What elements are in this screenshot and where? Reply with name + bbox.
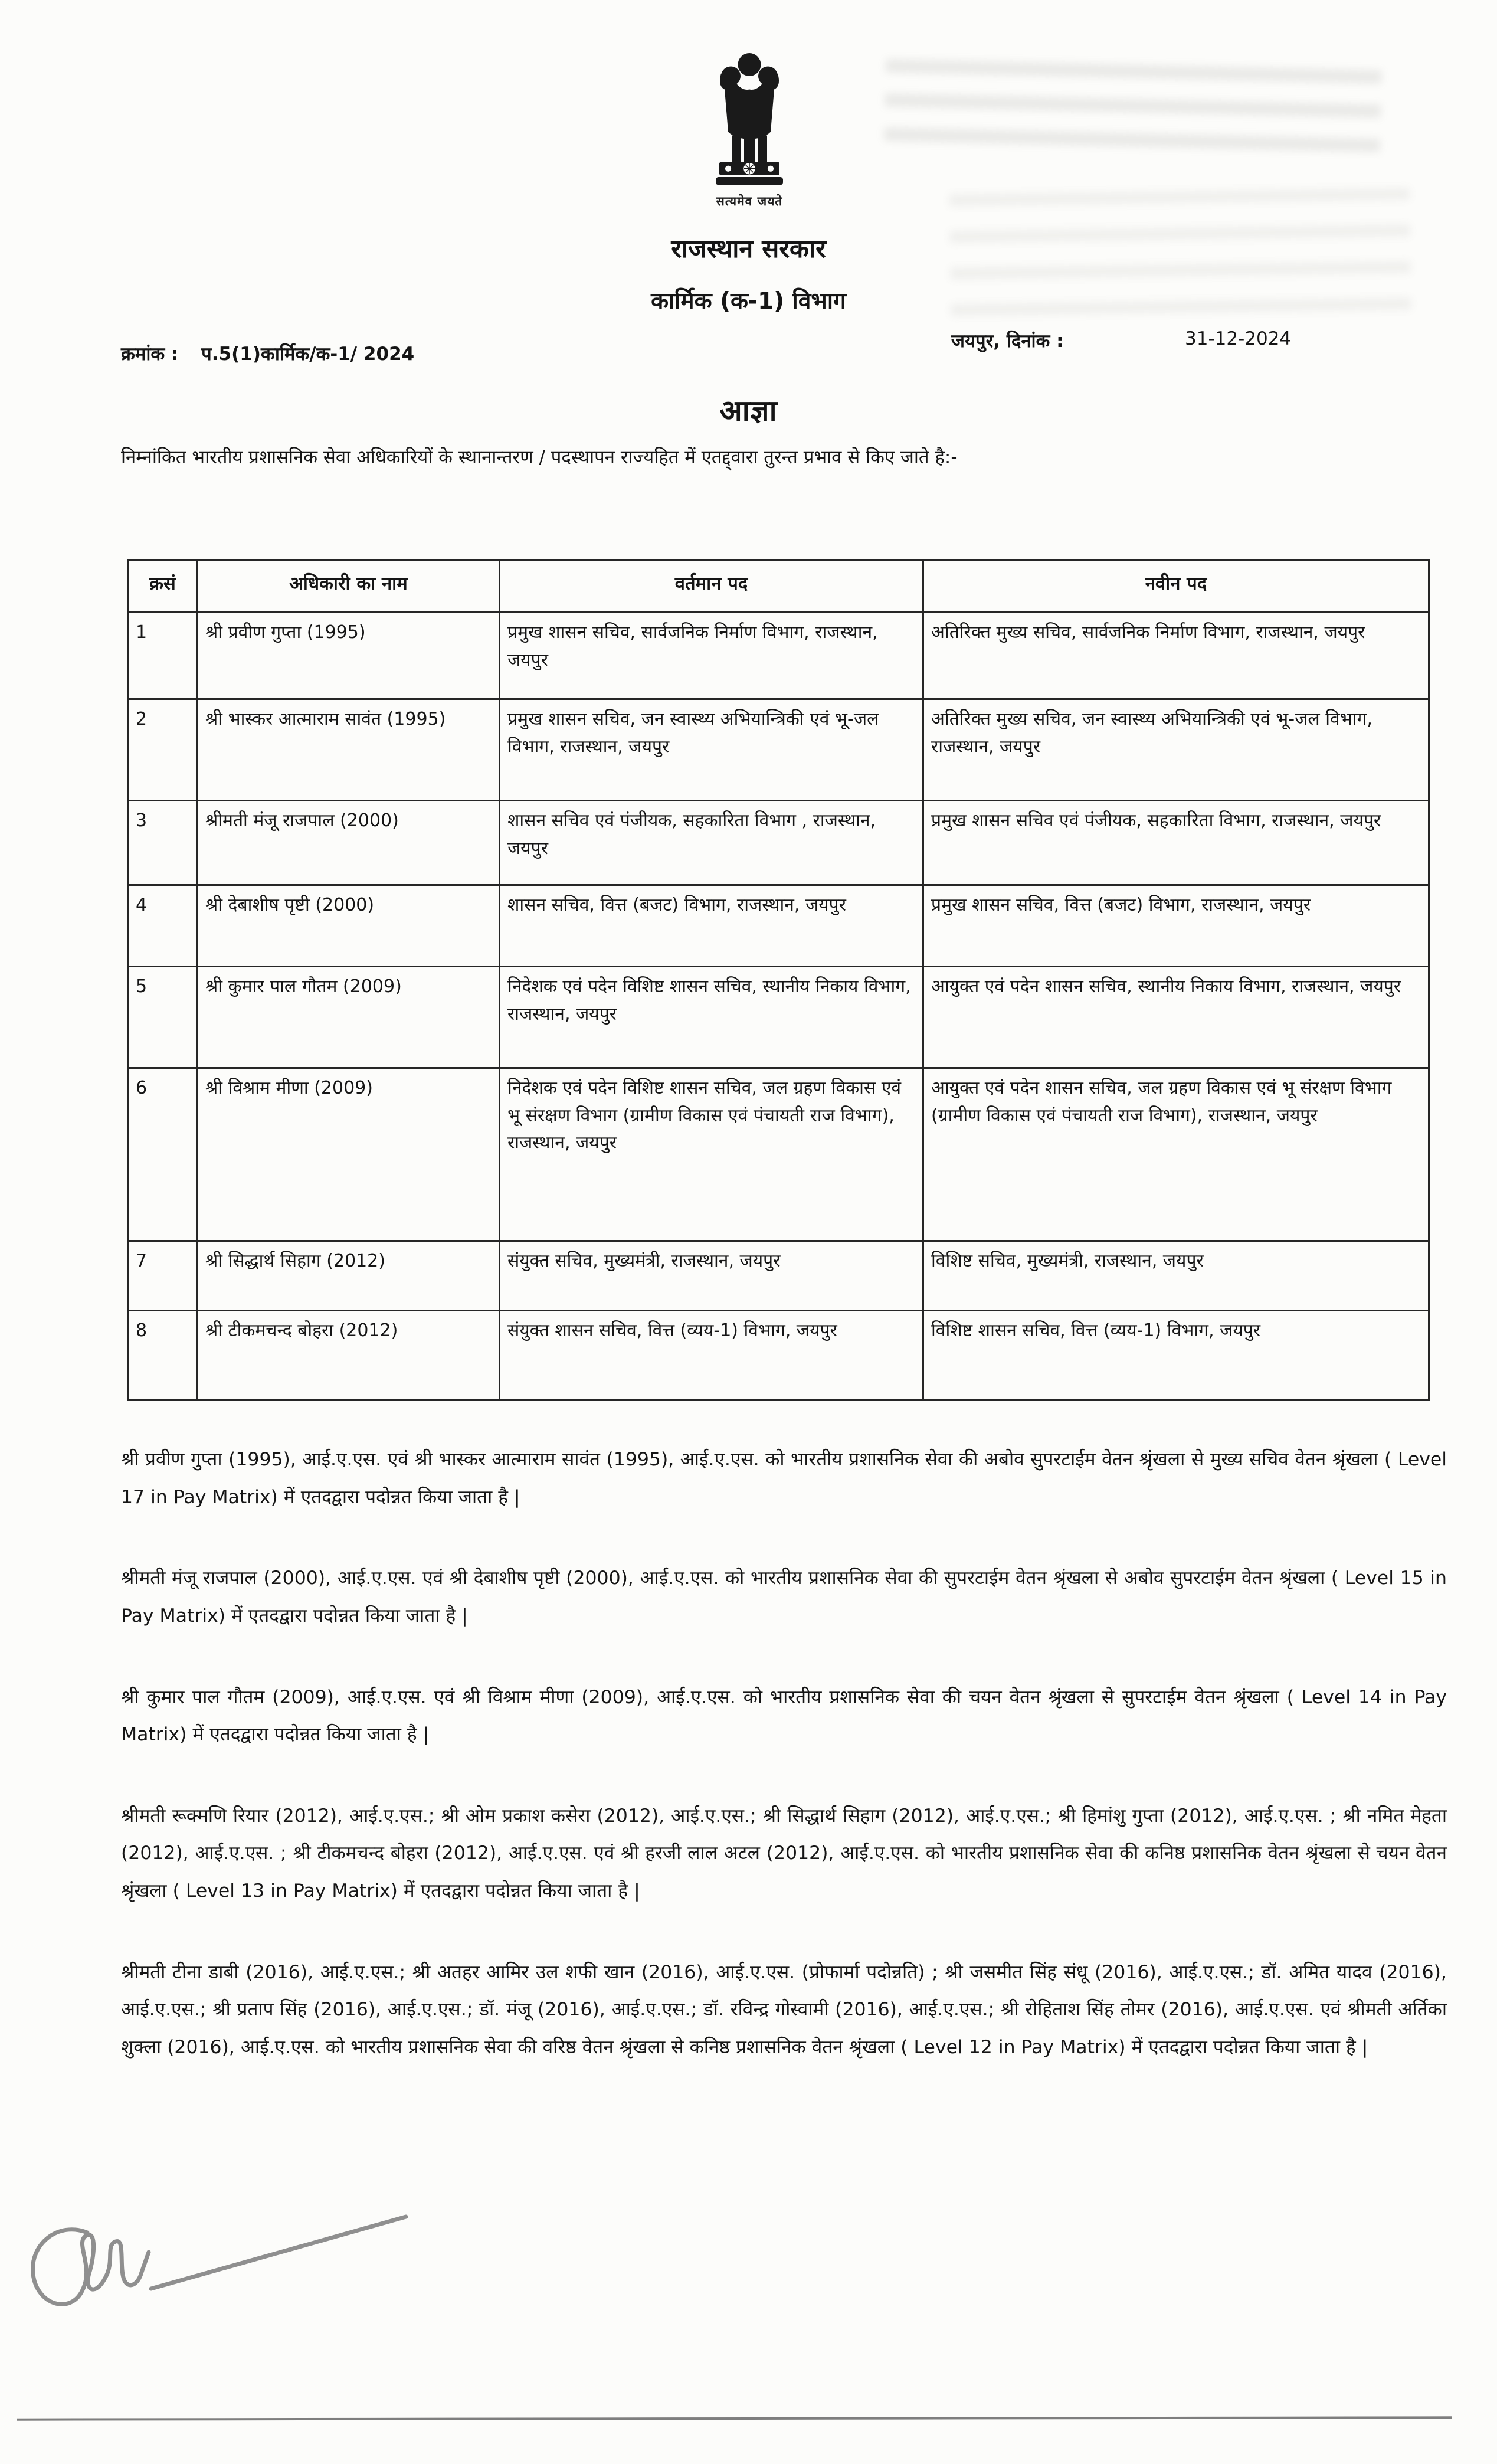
promotion-paragraph-3: श्री कुमार पाल गौतम (2009), आई.ए.एस. एवं श्री विश्राम मीणा (2009), आई.ए.एस. को भारतीय प्रशासनिक सेवा की चयन वेतन श्रृंखला से सुपरटाईम वेतन श्रृंखला ( Level 14 in Pay Matrix) में एतदद्वारा पदोन्नत किया जाता है |	[121, 1686, 1447, 1746]
current-post-cell: प्रमुख शासन सचिव, जन स्वास्थ्य अभियान्त्रिकी एवं भू-जल विभाग, राजस्थान, जयपुर	[500, 699, 923, 801]
order-heading: आज्ञा	[719, 394, 778, 428]
officer-name-cell: श्रीमती मंजू राजपाल (2000)	[198, 801, 500, 885]
current-post-cell: संयुक्त सचिव, मुख्यमंत्री, राजस्थान, जयपुर	[500, 1241, 923, 1311]
promotion-paragraph-2: श्रीमती मंजू राजपाल (2000), आई.ए.एस. एवं श्री देबाशीष पृष्टी (2000), आई.ए.एस. को भारतीय प्रशासनिक सेवा की सुपरटाईम वेतन श्रृंखला से अबोव सुपरटाईम वेतन श्रृंखला ( Level 15 in Pay Matrix) में एतदद्वारा पदोन्नत किया जाता है |	[121, 1568, 1447, 1627]
new-post-cell: विशिष्ट शासन सचिव, वित्त (व्यय-1) विभाग, जयपुर	[923, 1311, 1429, 1400]
page-bottom-rule	[17, 2416, 1452, 2420]
promotion-paragraph-4: श्रीमती रूक्मणि रियार (2012), आई.ए.एस.; श्री ओम प्रकाश कसेरा (2012), आई.ए.एस.; श्री सिद्धार्थ सिहाग (2012), आई.ए.एस.; श्री हिमांशु गुप्ता (2012), आई.ए.एस. ; श्री नमित मेहता (2012), आई.ए.एस. ; श्री टीकमचन्द बोहरा (2012), आई.ए.एस. एवं श्री हरजी लाल अटल (2012), आई.ए.एस. को भारतीय प्रशासनिक सेवा की कनिष्ठ प्रशासनिक वेतन श्रृंखला से चयन वेतन श्रृंखला ( Level 13 in Pay Matrix) में एतदद्वारा पदोन्नत किया जाता है |	[121, 1805, 1447, 1902]
officer-name-cell: श्री कुमार पाल गौतम (2009)	[198, 967, 500, 1068]
sno-cell: 3	[128, 801, 198, 885]
sno-cell: 8	[128, 1311, 198, 1400]
table-row	[128, 1311, 1429, 1400]
table-row	[128, 885, 1429, 967]
sno-cell: 7	[128, 1241, 198, 1311]
table-row	[128, 967, 1429, 1068]
order-date: 31-12-2024	[1185, 328, 1292, 349]
new-post-cell: अतिरिक्त मुख्य सचिव, सार्वजनिक निर्माण विभाग, राजस्थान, जयपुर	[923, 613, 1429, 699]
new-post-cell: प्रमुख शासन सचिव, वित्त (बजट) विभाग, राजस्थान, जयपुर	[923, 885, 1429, 967]
table-row	[128, 613, 1429, 699]
new-post-cell: अतिरिक्त मुख्य सचिव, जन स्वास्थ्य अभियान्त्रिकी एवं भू-जल विभाग, राजस्थान, जयपुर	[923, 699, 1429, 801]
table-row	[128, 1241, 1429, 1311]
reference-number: प.5(1)कार्मिक/क-1/ 2024	[201, 343, 415, 365]
current-post-cell: प्रमुख शासन सचिव, सार्वजनिक निर्माण विभाग, राजस्थान, जयपुर	[500, 613, 923, 699]
header-sno: क्रसं	[128, 561, 198, 613]
table-row	[128, 699, 1429, 801]
table-row	[128, 801, 1429, 885]
new-post-cell: आयुक्त एवं पदेन शासन सचिव, स्थानीय निकाय विभाग, राजस्थान, जयपुर	[923, 967, 1429, 1068]
header-officer-name: अधिकारी का नाम	[198, 561, 500, 613]
current-post-cell: निदेशक एवं पदेन विशिष्ट शासन सचिव, स्थानीय निकाय विभाग, राजस्थान, जयपुर	[500, 967, 923, 1068]
officer-name-cell: श्री विश्राम मीणा (2009)	[198, 1068, 500, 1241]
intro-text: निम्नांकित भारतीय प्रशासनिक सेवा अधिकारियों के स्थानान्तरण / पदस्थापन राज्यहित में एतद्द्वारा तुरन्त प्रभाव से किए जाते है:-	[121, 447, 958, 468]
new-post-cell: आयुक्त एवं पदेन शासन सचिव, जल ग्रहण विकास एवं भू संरक्षण विभाग (ग्रामीण विकास एवं पंचायती राज विभाग), राजस्थान, जयपुर	[923, 1068, 1429, 1241]
sno-cell: 6	[128, 1068, 198, 1241]
current-post-cell: शासन सचिव एवं पंजीयक, सहकारिता विभाग , राजस्थान, जयपुर	[500, 801, 923, 885]
header-current-post: वर्तमान पद	[500, 561, 923, 613]
reference-line	[121, 341, 414, 366]
promotion-paragraph-5: श्रीमती टीना डाबी (2016), आई.ए.एस.; श्री अतहर आमिर उल शफी खान (2016), आई.ए.एस. (प्रोफार्मा पदोन्नति) ; श्री जसमीत सिंह संधू (2016), आई.ए.एस.; डॉ. अमित यादव (2016), आई.ए.एस.; श्री प्रताप सिंह (2016), आई.ए.एस.; डॉ. मंजू (2016), आई.ए.एस.; डॉ. रविन्द्र गोस्वामी (2016), आई.ए.एस.; श्री रोहिताश सिंह तोमर (2016), आई.ए.एस. एवं श्रीमती अर्तिका शुक्ला (2016), आई.ए.एस. को भारतीय प्रशासनिक सेवा की वरिष्ठ वेतन श्रृंखला से कनिष्ठ प्रशासनिक वेतन श्रृंखला ( Level 12 in Pay Matrix) में एतदद्वारा पदोन्नत किया जाता है |	[121, 1961, 1447, 2058]
signature-scribble	[17, 2200, 418, 2324]
officer-name-cell: श्री देबाशीष पृष्टी (2000)	[198, 885, 500, 967]
officer-name-cell: श्री सिद्धार्थ सिहाग (2012)	[198, 1241, 500, 1311]
promotion-paragraphs	[121, 1441, 1447, 2067]
sno-cell: 1	[128, 613, 198, 699]
sno-cell: 2	[128, 699, 198, 801]
reference-label: क्रमांक :	[121, 343, 179, 365]
new-post-cell: विशिष्ट सचिव, मुख्यमंत्री, राजस्थान, जयपुर	[923, 1241, 1429, 1311]
officer-name-cell: श्री टीकमचन्द बोहरा (2012)	[198, 1311, 500, 1400]
sno-cell: 5	[128, 967, 198, 1068]
current-post-cell: निदेशक एवं पदेन विशिष्ट शासन सचिव, जल ग्रहण विकास एवं भू संरक्षण विभाग (ग्रामीण विकास एवं पंचायती राज विभाग), राजस्थान, जयपुर	[500, 1068, 923, 1241]
scan-smudge	[884, 46, 1381, 152]
current-post-cell: शासन सचिव, वित्त (बजट) विभाग, राजस्थान, जयपुर	[500, 885, 923, 967]
national-emblem	[693, 50, 805, 210]
department-title: कार्मिक (क-1) विभाग	[651, 288, 846, 315]
new-post-cell: प्रमुख शासन सचिव एवं पंजीयक, सहकारिता विभाग, राजस्थान, जयपुर	[923, 801, 1429, 885]
transfer-table	[127, 559, 1430, 1401]
emblem-motto: सत्यमेव जयते	[716, 194, 783, 208]
sno-cell: 4	[128, 885, 198, 967]
current-post-cell: संयुक्त शासन सचिव, वित्त (व्यय-1) विभाग, जयपुर	[500, 1311, 923, 1400]
ashoka-lion-capital-icon	[705, 50, 794, 191]
officer-name-cell: श्री भास्कर आत्माराम सावंत (1995)	[198, 699, 500, 801]
government-title: राजस्थान सरकार	[671, 234, 826, 264]
header-new-post: नवीन पद	[923, 561, 1429, 613]
officer-name-cell: श्री प्रवीण गुप्ता (1995)	[198, 613, 500, 699]
place-date-label: जयपुर, दिनांक :	[951, 331, 1064, 352]
table-row	[128, 1068, 1429, 1241]
promotion-paragraph-1: श्री प्रवीण गुप्ता (1995), आई.ए.एस. एवं श्री भास्कर आत्माराम सावंत (1995), आई.ए.एस. को भारतीय प्रशासनिक सेवा की अबोव सुपरटाईम वेतन श्रृंखला से मुख्य सचिव वेतन श्रृंखला ( Level 17 in Pay Matrix) में एतदद्वारा पदोन्नत किया जाता है |	[121, 1449, 1447, 1508]
table-header-row	[128, 561, 1429, 613]
